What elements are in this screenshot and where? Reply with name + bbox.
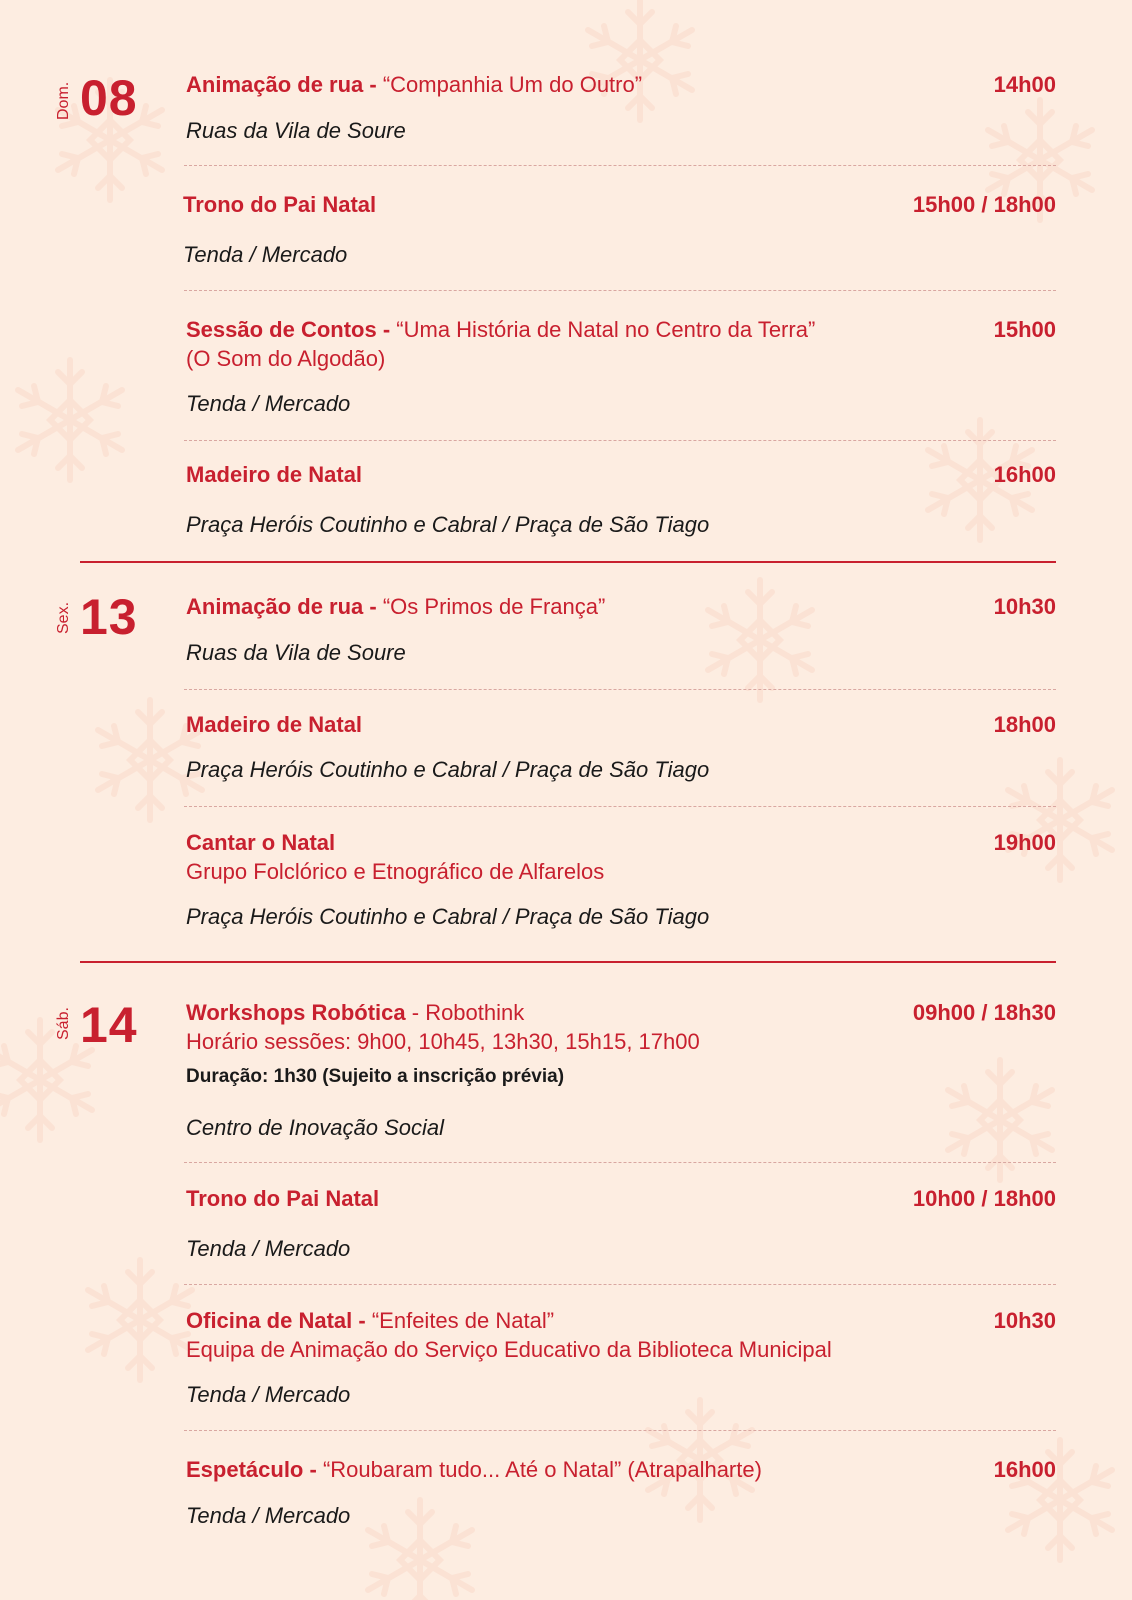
event-title: Trono do Pai Natal bbox=[186, 1186, 380, 1211]
event-title: Cantar o Natal bbox=[186, 830, 336, 855]
event-time: 16h00 bbox=[993, 462, 1056, 487]
event-time: 15h00 / 18h00 bbox=[912, 192, 1056, 217]
event-item bbox=[186, 315, 1056, 416]
event-divider bbox=[184, 689, 1056, 690]
event-item bbox=[186, 1455, 1056, 1528]
event-title-extra: “Uma História de Natal no Centro da Terra” bbox=[396, 317, 816, 342]
event-place: Praça Heróis Coutinho e Cabral / Praça de São Tiago bbox=[186, 757, 710, 782]
event-title: Oficina de Natal - bbox=[186, 1308, 366, 1333]
event-item bbox=[183, 190, 1056, 267]
event-item bbox=[186, 70, 1056, 143]
event-title-extra: “Enfeites de Natal” bbox=[371, 1308, 555, 1333]
day-number: 13 bbox=[80, 589, 138, 645]
event-time: 16h00 bbox=[993, 1457, 1056, 1482]
event-place: Tenda / Mercado bbox=[186, 391, 351, 416]
event-title: Madeiro de Natal bbox=[186, 712, 363, 737]
event-title: Sessão de Contos - bbox=[186, 317, 391, 342]
event-item bbox=[186, 828, 1056, 929]
weekday-label: Sáb. bbox=[55, 1007, 72, 1040]
event-title-extra: - Robothink bbox=[411, 1000, 525, 1025]
event-title: Animação de rua - bbox=[186, 72, 377, 97]
event-divider bbox=[184, 290, 1056, 291]
event-time: 10h00 / 18h00 bbox=[912, 1186, 1056, 1211]
event-title: Espetáculo - bbox=[186, 1457, 317, 1482]
event-subtitle: Equipa de Animação do Serviço Educativo da Biblioteca Municipal bbox=[186, 1337, 832, 1362]
event-time: 10h30 bbox=[993, 1308, 1056, 1333]
event-time: 18h00 bbox=[993, 712, 1056, 737]
event-title-extra: “Roubaram tudo... Até o Natal” (Atrapalharte) bbox=[322, 1457, 762, 1482]
event-title-extra: “Companhia Um do Outro” bbox=[382, 72, 643, 97]
event-time: 09h00 / 18h30 bbox=[912, 1000, 1056, 1025]
event-title-extra: “Os Primos de França” bbox=[382, 594, 606, 619]
event-title: Workshops Robótica bbox=[186, 1000, 406, 1025]
event-title: Animação de rua - bbox=[186, 594, 377, 619]
event-place: Tenda / Mercado bbox=[186, 1236, 351, 1261]
event-subtitle: Grupo Folclórico e Etnográfico de Alfarelos bbox=[186, 859, 605, 884]
event-title: Madeiro de Natal bbox=[186, 462, 363, 487]
event-subtitle: (O Som do Algodão) bbox=[186, 346, 386, 371]
event-divider bbox=[184, 1430, 1056, 1431]
event-item bbox=[186, 460, 1056, 537]
event-place: Tenda / Mercado bbox=[186, 1382, 351, 1407]
event-item bbox=[186, 1184, 1056, 1261]
event-place: Ruas da Vila de Soure bbox=[186, 118, 406, 143]
day-divider bbox=[80, 961, 1056, 963]
event-place: Centro de Inovação Social bbox=[186, 1115, 445, 1140]
event-place: Tenda / Mercado bbox=[183, 242, 348, 267]
event-subtitle: Horário sessões: 9h00, 10h45, 13h30, 15h15, 17h00 bbox=[186, 1029, 700, 1054]
event-divider bbox=[184, 806, 1056, 807]
event-time: 19h00 bbox=[993, 830, 1056, 855]
event-item bbox=[186, 998, 1056, 1140]
event-time: 15h00 bbox=[993, 317, 1056, 342]
day-number: 14 bbox=[80, 997, 138, 1053]
event-place: Tenda / Mercado bbox=[186, 1503, 351, 1528]
event-title: Trono do Pai Natal bbox=[183, 192, 377, 217]
event-note: Duração: 1h30 (Sujeito a inscrição prévia) bbox=[186, 1066, 565, 1087]
event-item bbox=[186, 710, 1056, 782]
event-place: Ruas da Vila de Soure bbox=[186, 640, 406, 665]
event-place: Praça Heróis Coutinho e Cabral / Praça de São Tiago bbox=[186, 512, 710, 537]
event-divider bbox=[184, 1284, 1056, 1285]
event-divider bbox=[184, 440, 1056, 441]
weekday-label: Dom. bbox=[55, 81, 72, 120]
event-divider bbox=[184, 1162, 1056, 1163]
weekday-label: Sex. bbox=[55, 601, 72, 634]
event-item bbox=[186, 1306, 1056, 1407]
day-number: 08 bbox=[80, 70, 138, 126]
event-divider bbox=[184, 165, 1056, 166]
event-item bbox=[186, 592, 1056, 665]
day-divider bbox=[80, 561, 1056, 563]
event-time: 10h30 bbox=[993, 594, 1056, 619]
event-place: Praça Heróis Coutinho e Cabral / Praça de São Tiago bbox=[186, 904, 710, 929]
event-time: 14h00 bbox=[993, 72, 1056, 97]
